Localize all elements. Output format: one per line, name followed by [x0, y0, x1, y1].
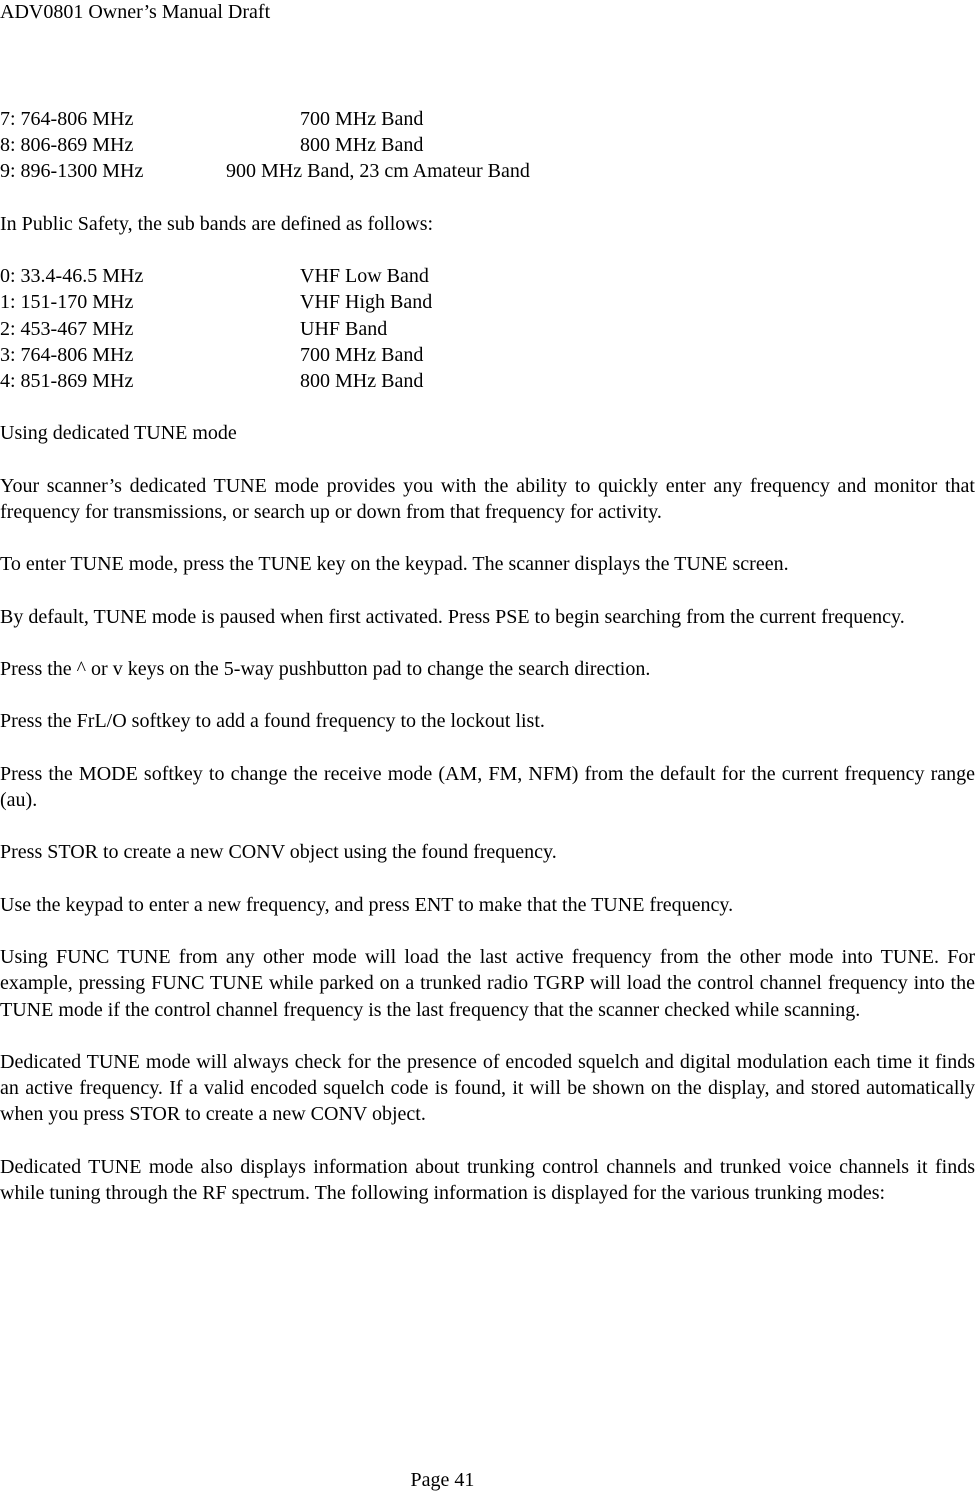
band-range: 1: 151-170 MHz — [0, 291, 134, 314]
body-paragraph: Press the ^ or v keys on the 5-way pushbutton pad to change the search direction. — [0, 658, 651, 681]
band-range: 9: 896-1300 MHz — [0, 160, 144, 183]
public-safety-intro: In Public Safety, the sub bands are defined as follows: — [0, 212, 434, 235]
body-paragraph: Dedicated TUNE mode will always check for the presence of encoded squelch and digital modulation each time it finds an active frequency. If a valid encoded squelch code is found, it will be shown on the display, and stored automatically when you press STOR to create a new CONV object. — [0, 1050, 975, 1126]
body-paragraph: By default, TUNE mode is paused when first activated. Press PSE to begin searching from the current frequency. — [0, 605, 905, 628]
band-row — [0, 368, 975, 394]
band-name: UHF Band — [300, 317, 388, 340]
band-name: VHF Low Band — [300, 265, 429, 288]
band-range: 8: 806-869 MHz — [0, 134, 134, 157]
body-paragraph: Press the FrL/O softkey to add a found frequency to the lockout list. — [0, 710, 545, 733]
band-row — [0, 342, 975, 368]
body-paragraph: Your scanner’s dedicated TUNE mode provides you with the ability to quickly enter any frequency and monitor that frequency for transmissions, or search up or down from that frequency for activity. — [0, 474, 975, 523]
band-range: 3: 764-806 MHz — [0, 343, 134, 366]
band-row — [0, 132, 975, 158]
body-paragraph: Dedicated TUNE mode also displays information about trunking control channels and trunked voice channels it finds while tuning through the RF spectrum. The following information is displayed for the various trunking modes: — [0, 1155, 975, 1204]
band-range: 2: 453-467 MHz — [0, 317, 134, 340]
page-number: Page 41 — [410, 1469, 475, 1491]
page-header: ADV0801 Owner’s Manual Draft — [0, 1, 271, 23]
band-row — [0, 316, 975, 342]
band-name: 800 MHz Band — [300, 134, 424, 157]
band-name: VHF High Band — [300, 291, 433, 314]
band-name: 700 MHz Band — [300, 108, 424, 130]
page-content — [0, 106, 975, 1206]
band-name: 700 MHz Band — [300, 343, 424, 366]
body-paragraph: Use the keypad to enter a new frequency, and press ENT to make that the TUNE frequency. — [0, 893, 734, 916]
body-paragraph: Using FUNC TUNE from any other mode will load the last active frequency from the other mode into TUNE. For example, pressing FUNC TUNE while parked on a trunked radio TGRP will load the control channel frequency into the TUNE mode if the control channel frequency is the last frequency that the scanner checked while scanning. — [0, 946, 975, 1021]
body-paragraph: Press the MODE softkey to change the receive mode (AM, FM, NFM) from the default for the current frequency range (au). — [0, 762, 975, 812]
section-heading: Using dedicated TUNE mode — [0, 422, 237, 445]
band-row — [0, 106, 975, 132]
band-row — [0, 263, 975, 289]
body-paragraph: To enter TUNE mode, press the TUNE key on the keypad. The scanner displays the TUNE screen. — [0, 553, 789, 576]
band-range: 0: 33.4-46.5 MHz — [0, 265, 144, 288]
band-range: 4: 851-869 MHz — [0, 369, 134, 392]
band-row — [0, 289, 975, 315]
band-row — [0, 158, 975, 184]
band-name: 800 MHz Band — [300, 369, 424, 392]
band-range: 7: 764-806 MHz — [0, 108, 134, 130]
band-name: 900 MHz Band, 23 cm Amateur Band — [226, 160, 530, 183]
body-paragraph: Press STOR to create a new CONV object using the found frequency. — [0, 841, 557, 864]
